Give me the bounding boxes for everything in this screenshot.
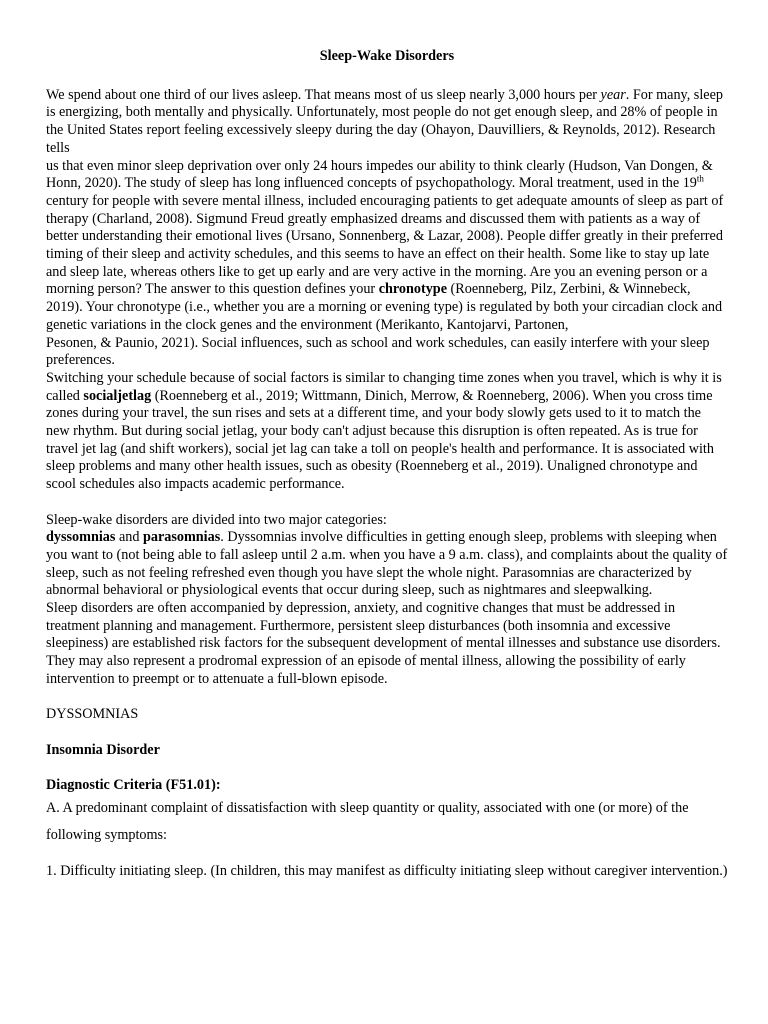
term-socialjetlag: socialjetlag	[83, 387, 152, 404]
spacer	[46, 689, 728, 707]
paragraph-social-influences: Pesonen, & Paunio, 2021). Social influences, such as school and work schedules, can easily interfere with your sleep preferences.	[46, 334, 710, 369]
section-heading-dyssomnias: DYSSOMNIAS	[46, 706, 139, 723]
jetlag-text-2: (Roenneberg et al., 2019; Wittmann, Dinich, Merrow, & Roenneberg, 2006). When you cross time zones during your travel, the sun rises and sets at a different time, and your body slowly gets used to it to match the new rhythm. But during social jetlag, your body can't adjust because this disruption is often repeated. As is true for travel jet lag (and shift workers), social jet lag can take a toll on people's health and performance. It is associated with sleep problems and many other health issues, such as obesity (Roenneberg et al., 2019). Unaligned chronotype and scool schedules also impacts academic performance.	[46, 387, 714, 493]
intro-text-1: We spend about one third of our lives asleep. That means most of us sleep nearly 3,000 hours per	[46, 86, 601, 103]
spacer	[46, 724, 728, 742]
intro-emphasis: year	[600, 86, 626, 103]
term-dyssomnias: dyssomnias	[46, 529, 116, 546]
spacer	[46, 850, 728, 858]
subheading-insomnia: Insomnia Disorder	[46, 741, 160, 758]
paragraph-categories-intro: Sleep-wake disorders are divided into two major categories:	[46, 511, 387, 528]
categories-and: and	[115, 529, 143, 546]
history-text-2: century for people with severe mental illness, included encouraging patients to get adequate amounts of sleep as part of therapy (Charland, 2008). Sigmund Freud greatly emphasized dreams and discussed them with patients as a way of better understanding their emotional lives (Ursano, Sonnenberg, & Lazar, 2008). People differ greatly in their preferred timing of their sleep and activity schedules, and this seems to have an effect on their health. Some like to stay up late and sleep late, whereas others like to get up early and are very active in the morning. Are you an evening person or a morning person? The answer to this question defines your	[46, 192, 724, 298]
categories-text: . Dyssomnias involve difficulties in getting enough sleep, problems with sleeping when you want to (not being able to fall asleep until 2 a.m. when you have a 9 a.m. class), and complaints about the quality of sleep, such as not feeling refreshed even though you have slept the whole night. Parasomnias are characterized by abnormal behavioral or physiological events that occur during sleep, such as nightmares and sleepwalking.	[46, 529, 728, 599]
term-chronotype: chronotype	[378, 281, 447, 298]
criteria-heading: Diagnostic Criteria (F51.01):	[46, 777, 221, 794]
superscript-th: th	[696, 173, 704, 184]
paragraph-comorbidity: Sleep disorders are often accompanied by depression, anxiety, and cognitive changes that must be addressed in treatment planning and management. Furthermore, persistent sleep disturbances (both insomnia and excessive sleepiness) are established risk factors for the subsequent development of mental illnesses and substance use disorders. They may also represent a prodromal expression of an episode of mental illness, allowing the possibility of early intervention to preempt or to attenuate a full-blown episode.	[46, 600, 721, 687]
jetlag-text-1: Switching your schedule because of social factors is similar to changing time zones when you travel, which is why it is called	[46, 369, 722, 404]
history-text-3: (Roenneberg, Pilz, Zerbini, & Winnebeck, 2019). Your chronotype (i.e., whether you are a morning or evening type) is regulated by both your circadian clock and genetic variations in the clock genes and the environment (Merikanto, Kantojarvi, Partonen,	[46, 281, 723, 333]
paragraph-social-jetlag	[46, 370, 728, 494]
paragraph-intro	[46, 87, 728, 158]
spacer	[46, 759, 728, 777]
paragraph-categories	[46, 529, 728, 600]
document-title: Sleep-Wake Disorders	[319, 48, 455, 64]
criterion-a: A. A predominant complaint of dissatisfaction with sleep quantity or quality, associated with one (or more) of the following symptoms:	[46, 799, 689, 844]
spacer	[46, 494, 728, 512]
history-text-1: us that even minor sleep deprivation over only 24 hours impedes our ability to think clearly (Hudson, Van Dongen, & Honn, 2020). The study of sleep has long influenced concepts of psychopathology. Moral treatment, used in the 19	[46, 157, 713, 192]
criterion-1: 1. Difficulty initiating sleep. (In children, this may manifest as difficulty initiating sleep without caregiver intervention.)	[46, 862, 728, 879]
paragraph-sleep-history	[46, 158, 728, 335]
term-parasomnias: parasomnias	[142, 529, 221, 546]
intro-text-2: . For many, sleep is energizing, both mentally and physically. Unfortunately, most people do not get enough sleep, and 28% of people in the United States report feeling excessively sleepy during the day (Ohayon, Dauvilliers, & Reynolds, 2012). Research tells	[46, 86, 723, 156]
